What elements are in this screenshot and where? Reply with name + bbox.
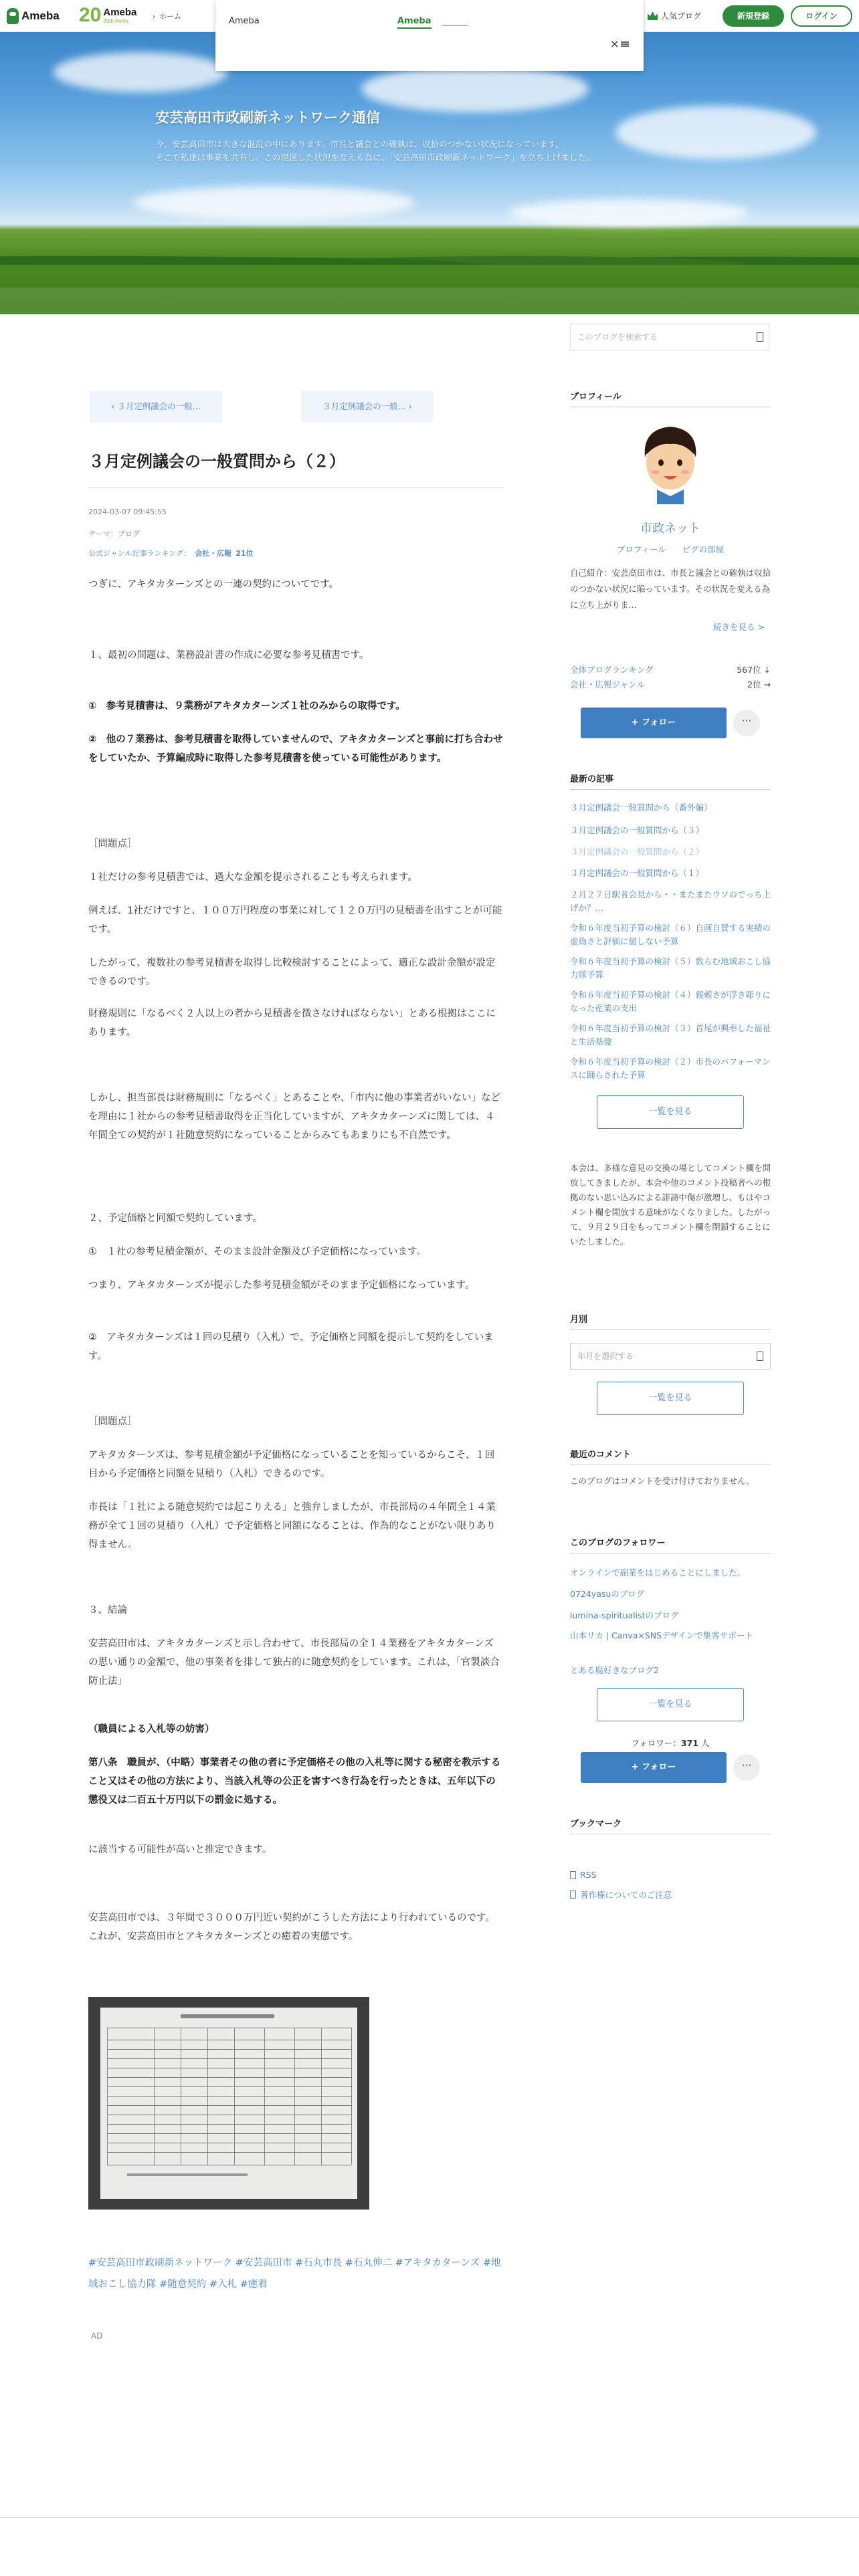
profile-heading: プロフィール: [570, 392, 622, 402]
profile-bio: 自己紹介：安芸高田市は、市長と議会との確執は収拾のつかない状況に陥っています。その状況を変える為に立ち上がりま…: [570, 568, 771, 610]
rss-link[interactable]: [570, 1870, 597, 1880]
popular-blog-label: 人気ブログ: [661, 11, 702, 21]
home-link[interactable]: [153, 11, 181, 21]
popular-blog-link[interactable]: [648, 10, 701, 21]
crown-icon: [648, 11, 658, 20]
next-article-button[interactable]: ３月定例議会の一般... ›: [301, 391, 434, 423]
hashtag-link[interactable]: #石丸伸二: [345, 2258, 392, 2268]
table-line: [107, 2133, 351, 2134]
recent-post-link[interactable]: 令和６年度当初予算の検討（６）自画自賛する実績の虚偽さと評価に値しない予算: [570, 923, 771, 946]
anniversary-brand: Ameba: [103, 6, 137, 18]
article-paragraph: ［問題点］: [88, 839, 137, 849]
article-paragraph: 第八条 職員が、（中略）事業者その他の者に予定価格その他の入札等に関する秘密を教示すること又はその他の方法により、当該入札等の公正を害すべき行為を行ったときは、五年以下の懲役又は二百五十万円以下の罰金に処する。: [88, 1757, 501, 1806]
article-paragraph: １、最初の問題は、業務設計書の作成に必要な参考見積書です。: [88, 650, 369, 661]
overlay-tab[interactable]: Ameba: [397, 16, 432, 29]
nav-blog-top[interactable]: [87, 313, 151, 325]
anniversary-logo[interactable]: [79, 4, 136, 27]
article-paragraph: 例えば、1社だけですと、１００万円程度の事業に対して１２０万円の見積書を出すことが可能です。: [88, 905, 502, 935]
recent-posts-heading: 最新の記事: [570, 774, 614, 784]
more-options-button[interactable]: ···: [733, 710, 760, 736]
table-line: [351, 2028, 352, 2165]
profile-link[interactable]: プロフィール: [616, 544, 666, 554]
table-line: [107, 2058, 351, 2059]
nav-articles[interactable]: [186, 313, 233, 325]
follower-count: [570, 1737, 771, 1749]
article-paragraph: アキタカターンズは、参考見積金額が予定価格になっていることを知っているからこそ、１回目から予定価格と同額を見積り（入札）できるのです。: [88, 1450, 495, 1479]
overlay-brand: Ameba: [229, 16, 260, 26]
view-monthly-archive-button[interactable]: 一覧を見る: [597, 1382, 744, 1415]
article-paragraph: しかし、担当部長は財務規則に「なるべく」とあることや、「市内に他の事業者がいない」などを理由に１社からの参考見積書取得を正当化していますが、アキタカターンズに関しては、４年間全ての契約が１社随意契約になっていることからみてもあまりにも不自然です。: [88, 1093, 500, 1141]
table-line: [107, 2077, 351, 2078]
recent-post-link[interactable]: ３月定例議会の一般質問から（３）: [570, 825, 704, 835]
article-theme: [88, 528, 140, 539]
copyright-link[interactable]: [570, 1889, 672, 1901]
hashtag-link[interactable]: #地域おこし協力隊: [88, 2258, 501, 2290]
follower-count-value: 371: [680, 1738, 698, 1748]
close-icon[interactable]: ×: [610, 37, 619, 50]
blog-description-line: 今、安芸高田市は大きな混乱の中にあります。市長と議会との確執は、収拾のつかない状況になっています。: [155, 139, 564, 149]
video-icon: [352, 316, 361, 323]
cloud: [134, 186, 415, 219]
divider: [88, 487, 503, 488]
article-paragraph: つまり、アキタカターンズが提示した参考見積金額がそのまま予定価格になっています。: [88, 1280, 475, 1291]
comment-notice: 本会は、多様な意見の交換の場としてコメント欄を開放してきましたが、本会や他のコメント投稿者への根拠のない思い込みによる誹謗中傷が激増し、もはやコメント欄を開放する意味がなくなりました。したがって、９月２９日をもってコメント欄を閉鎖することにいたしました。: [570, 1163, 771, 1247]
cloud: [54, 52, 227, 92]
register-button[interactable]: 新規登録: [723, 5, 784, 27]
profile-links: [570, 543, 771, 555]
profile-avatar[interactable]: [637, 423, 704, 504]
rank-position: 21位: [235, 549, 254, 558]
next-article-label: ３月定例議会の一般...: [322, 401, 406, 411]
table-line: [107, 2086, 351, 2087]
monthly-archive-heading: 月別: [570, 1315, 588, 1325]
follow-button[interactable]: + フォロー: [581, 708, 727, 738]
article-paragraph: ３、結論: [88, 1605, 127, 1616]
follower-blog-link[interactable]: lumina-spiritualistのブログ: [570, 1610, 679, 1620]
ad-label: AD: [91, 2331, 103, 2341]
article-date: 2024-03-07 09:45:55: [88, 508, 167, 516]
month-select-placeholder: 年月を選択する: [577, 1352, 634, 1361]
table-line: [107, 2096, 351, 2097]
profile-name[interactable]: 市政ネット: [640, 522, 700, 536]
home-icon: [87, 315, 95, 323]
follower-count-unit: 人: [700, 1738, 710, 1748]
comments-disabled-text: このブログはコメントを受け付けておりません。: [570, 1476, 755, 1486]
table-line: [264, 2028, 265, 2165]
menu-icon[interactable]: [621, 41, 629, 47]
image-icon: [265, 315, 273, 323]
follower-blog-link[interactable]: オンラインで副業をはじめることにしました。: [570, 1568, 746, 1578]
document-footnote: [127, 2173, 248, 2176]
theme-label: テーマ：: [88, 530, 118, 538]
bookmark-label: 著作権についてのご注意: [580, 1890, 672, 1900]
nav-videos[interactable]: [352, 313, 400, 325]
chevron-down-icon: [757, 1352, 763, 1361]
recent-post-link[interactable]: ３月定例議会の一般質問から（２）: [570, 847, 704, 857]
search-icon[interactable]: [757, 332, 763, 342]
month-select[interactable]: [570, 1343, 771, 1370]
footer-divider: [0, 2517, 859, 2518]
treeline: [0, 245, 859, 265]
prev-article-button[interactable]: ‹ ３月定例議会の一般...: [90, 391, 222, 423]
recent-post-link[interactable]: 令和６年度当初予算の検討（３）首尾が興奉した福祉と生活基盤: [570, 1023, 771, 1047]
article-paragraph: 安芸高田市では、３年間で３０００万円近い契約がこうした方法により行われているのです。これが、安芸高田市とアキタカターンズとの癒着の実態です。: [88, 1913, 495, 1942]
table-line: [107, 2152, 351, 2153]
article-paragraph: １社だけの参考見積書では、過大な金額を提示されることも考えられます。: [88, 872, 417, 883]
search-placeholder: このブログを検索する: [577, 332, 658, 342]
table-line: [207, 2028, 208, 2165]
recent-post-link[interactable]: 令和６年度当初予算の検討（２）市長のパフォーマンスに踊らされた予算: [570, 1057, 771, 1080]
article-paragraph: 財務規則に「なるべく２人以上の者から見積書を徴さなければならない」とある根拠はここにあります。: [88, 1008, 496, 1038]
blog-title[interactable]: 安芸高田市政刷新ネットワーク通信: [155, 110, 380, 126]
follower-blog-link[interactable]: 0724yasuのブログ: [570, 1589, 645, 1599]
table-line: [154, 2028, 155, 2165]
table-line: [107, 2124, 351, 2125]
overlay-divider: [442, 25, 468, 26]
hashtag-link[interactable]: #入札: [209, 2279, 237, 2290]
article-paragraph: に該当する可能性が高いと推定できます。: [88, 1844, 272, 1855]
view-all-posts-button[interactable]: 一覧を見る: [597, 1095, 744, 1129]
recent-post-link[interactable]: ３月定例議会一般質問から（番外編）: [570, 802, 712, 813]
rank-label: 会社・広報ジャンル: [570, 679, 645, 689]
bookmark-icon: [570, 1871, 576, 1879]
article-paragraph: ① １社の参考見積金額が、そのまま設計金額及び予定価格になっています。: [88, 1247, 426, 1257]
rank-label: 公式ジャンル記事ランキング：: [88, 549, 191, 558]
table-line: [107, 2049, 351, 2050]
rank-label: 全体ブログランキング: [570, 665, 654, 675]
nav-label: 画像一覧: [278, 314, 312, 324]
cloud: [361, 66, 589, 112]
hashtag-link[interactable]: #安芸高田市政刷新ネットワーク: [88, 2258, 233, 2268]
article-paragraph: 市長は「１社による随意契約では起こりえる」と強弁しましたが、市長部局の４年間全１４業務が全て１回の見積り（入札）で予定価格と同額になることは、作為的なことがない限りあり得ません。: [88, 1502, 496, 1550]
rank-genre: 会社・広報: [195, 549, 232, 558]
article-paragraph: ② 他の７業務は、参考見積書を取得していませんので、アキタカターンズと事前に打ち合わせをしていたか、予算編成時に取得した参考見積書を使っている可能性があります。: [88, 734, 503, 764]
article-paragraph: （職員による入札等の妨害）: [88, 1724, 215, 1735]
view-all-followers-button[interactable]: 一覧を見る: [597, 1688, 744, 1721]
blog-header-banner: [0, 32, 859, 314]
hashtag-link[interactable]: #安芸高田市: [235, 2258, 292, 2268]
table-line: [234, 2028, 235, 2165]
blog-description: [155, 138, 664, 165]
article-paragraph: ② アキタカターンズは１回の見積り（入札）で、予定価格と同額を提示して契約をしています。: [88, 1332, 494, 1362]
scanned-document: [100, 2008, 357, 2199]
article-image[interactable]: [88, 1997, 369, 2210]
table-line: [321, 2028, 322, 2165]
followers-heading: このブログのフォロワー: [570, 1538, 666, 1548]
follower-blog-link[interactable]: とある腐好きなブログ2: [570, 1665, 659, 1675]
anniversary-subtitle: 20th Anniv.: [103, 17, 130, 24]
follow-button-bottom[interactable]: + フォロー: [581, 1752, 727, 1783]
follower-blog-link[interactable]: 山本リカ | Canva×SNSデザインで集客サポート: [570, 1630, 753, 1640]
ameba-logo-text: Ameba: [21, 9, 60, 22]
article-title: ３月定例議会の一般質問から（２）: [88, 452, 345, 471]
more-options-button-bottom[interactable]: ···: [733, 1754, 760, 1781]
article-paragraph: ［問題点］: [88, 1416, 137, 1427]
cloud: [508, 199, 749, 226]
bookmark-label: RSS: [580, 1870, 597, 1880]
hashtag-link[interactable]: #癒着: [240, 2279, 268, 2290]
table-line: [107, 2105, 351, 2106]
nav-label: 動画一覧: [367, 314, 401, 324]
overall-rank[interactable]: [570, 663, 771, 675]
divider: [570, 1329, 771, 1330]
bookmark-heading: ブックマーク: [570, 1819, 622, 1829]
ameba-logo-icon: [7, 8, 19, 24]
theme-link[interactable]: ブログ: [118, 530, 140, 538]
bookmark-icon: [570, 1891, 576, 1899]
hashtag-link[interactable]: #石丸市長: [295, 2258, 343, 2268]
article-paragraph: したがって、複数社の参考見積書を取得し比較検討することによって、適正な設計金額が設定できるのです。: [88, 958, 496, 987]
recent-post-link[interactable]: 令和６年度当初予算の検討（４）親頼さが浮き彫りになった産業の支出: [570, 990, 771, 1013]
pigg-room-link[interactable]: ピグの部屋: [682, 544, 725, 554]
floating-panel: [215, 0, 644, 71]
recent-comments-heading: 最近のコメント: [570, 1450, 632, 1460]
table-line: [107, 2028, 108, 2165]
rank-value: 567位 ↓: [737, 665, 771, 675]
article-paragraph: ２、予定価格と同額で契約しています。: [88, 1213, 262, 1224]
read-more-link[interactable]: 続きを見る >: [713, 622, 765, 632]
anniversary-number: 20: [79, 4, 102, 26]
prev-article-label: ３月定例議会の一般...: [117, 401, 201, 411]
article-paragraph: ① 参考見積書は、９業務がアキタカターンズ１社のみからの取得です。: [88, 701, 405, 712]
rank-value: 2位 →: [747, 679, 771, 689]
article-paragraph: 安芸高田市は、アキタカターンズと示し合わせて、市長部局の全１４業務をアキタカターンズの思い通りの金額で、他の事業者を排して独占的に随意契約をしています。これは、「官製談合防止法」: [88, 1638, 500, 1687]
hashtag-link[interactable]: #随意契約: [159, 2279, 207, 2290]
follower-count-label: フォロワー：: [631, 1738, 681, 1748]
divider: [570, 789, 771, 790]
blog-search-input[interactable]: [570, 324, 769, 350]
nav-images[interactable]: [265, 313, 312, 325]
home-link-label: ホーム: [159, 12, 181, 21]
list-icon: [186, 315, 194, 323]
nav-label: 記事一覧: [199, 314, 233, 324]
blog-description-line: そこで私達は事業を共有し、この混迷した状況を変える為に、「安芸高田市政刷新ネットワーク」を立ち上げました。: [155, 152, 595, 163]
chevron-right-icon: ›: [153, 13, 155, 21]
hashtag-link[interactable]: #アキタカターンズ: [395, 2258, 480, 2268]
document-title-line: [181, 2014, 274, 2018]
table-line: [294, 2028, 295, 2165]
article-paragraph: つぎに、アキタカターンズとの一連の契約についてです。: [88, 579, 339, 590]
login-button[interactable]: ログイン: [791, 5, 852, 27]
hashtag-list: [88, 2252, 503, 2295]
nav-label: ブログトップ: [100, 314, 151, 324]
recent-post-link[interactable]: ３月定例議会の一般質問から（１）: [570, 868, 704, 878]
article-genre-rank[interactable]: [88, 548, 254, 558]
recent-post-link[interactable]: ２月２７日駅者会見から・・またまたウソのでっち上げか？…: [570, 889, 771, 913]
recent-post-link[interactable]: 令和６年度当初予算の検討（５）数らむ地域おこし協力隊予算: [570, 956, 771, 980]
genre-rank[interactable]: [570, 678, 771, 690]
ameba-logo[interactable]: [7, 7, 60, 25]
